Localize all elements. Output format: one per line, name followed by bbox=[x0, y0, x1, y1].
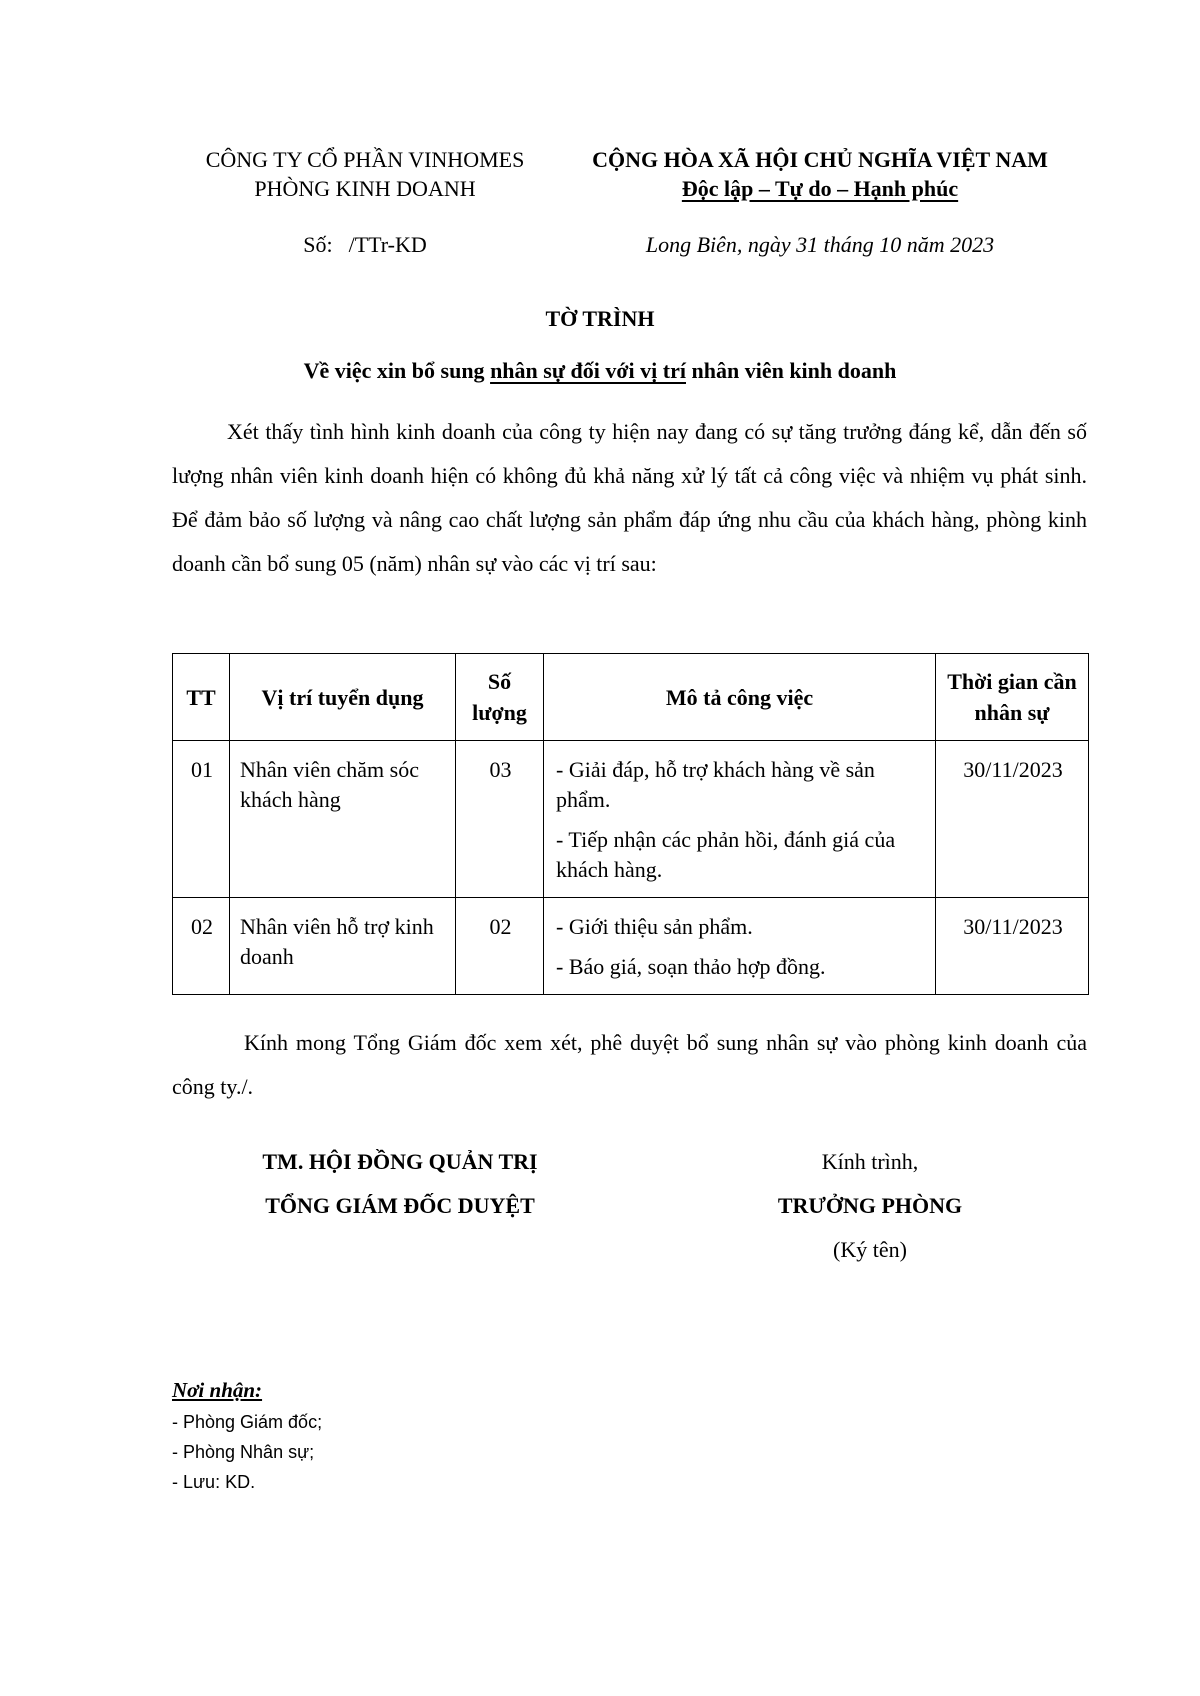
national-header bbox=[560, 145, 1080, 203]
cell-quantity: 02 bbox=[456, 898, 544, 995]
cell-quantity: 03 bbox=[456, 741, 544, 898]
recipient-item: - Phòng Giám đốc; bbox=[172, 1412, 323, 1432]
recipients-block bbox=[172, 1373, 672, 1497]
company-header bbox=[180, 145, 550, 203]
cell-description bbox=[544, 741, 936, 898]
table-header-row bbox=[173, 654, 1089, 741]
subject-suffix: nhân viên kinh doanh bbox=[686, 358, 897, 383]
document-number-label: Số: bbox=[303, 232, 333, 257]
company-name: CÔNG TY CỔ PHẦN VINHOMES bbox=[205, 147, 525, 172]
sign-note: (Ký tên) bbox=[833, 1237, 907, 1262]
document-number bbox=[180, 232, 550, 258]
respectfully-text: Kính trình, bbox=[821, 1149, 919, 1174]
board-title: TM. HỘI ĐỒNG QUẢN TRỊ bbox=[262, 1149, 538, 1174]
intro-paragraph: Xét thấy tình hình kinh doanh của công ty hiện nay đang có sự tăng trưởng đáng kể, dẫn đến số lượng nhân viên kinh doanh hiện có không đủ khả năng xử lý tất cả công việc và nhiệm vụ phát sinh. Để đảm bảo số lượng và nâng cao chất lượng sản phẩm đáp ứng nhu cầu của khách hàng, phòng kinh doanh cần bổ sung 05 (năm) nhân sự vào các vị trí sau: bbox=[172, 419, 1087, 576]
header-position: Vị trí tuyển dụng bbox=[230, 654, 456, 741]
table-row bbox=[173, 898, 1089, 995]
cell-position: Nhân viên hỗ trợ kinh doanh bbox=[230, 898, 456, 995]
cell-deadline: 30/11/2023 bbox=[936, 741, 1089, 898]
document-title: TỜ TRÌNH bbox=[545, 306, 655, 331]
header-description: Mô tả công việc bbox=[544, 654, 936, 741]
cell-tt: 01 bbox=[173, 741, 230, 898]
head-of-department: TRƯỞNG PHÒNG bbox=[777, 1193, 963, 1218]
closing-paragraph: Kính mong Tổng Giám đốc xem xét, phê duyệt bổ sung nhân sự vào phòng kinh doanh của công ty./. bbox=[172, 1030, 1087, 1099]
cell-deadline: 30/11/2023 bbox=[936, 898, 1089, 995]
department-name: PHÒNG KINH DOANH bbox=[254, 176, 476, 201]
director-title: TỔNG GIÁM ĐỐC DUYỆT bbox=[265, 1193, 535, 1218]
subject-prefix: Về việc xin bổ sung bbox=[303, 358, 491, 383]
national-title: CỘNG HÒA XÃ HỘI CHỦ NGHĨA VIỆT NAM bbox=[592, 147, 1048, 172]
recipients-title: Nơi nhận: bbox=[172, 1378, 263, 1402]
national-motto: Độc lập – Tự do – Hạnh phúc bbox=[681, 176, 959, 201]
cell-position: Nhân viên chăm sóc khách hàng bbox=[230, 741, 456, 898]
table-row bbox=[173, 741, 1089, 898]
document-subject bbox=[0, 358, 1200, 384]
header-tt: TT bbox=[173, 654, 230, 741]
submitter-signature-block bbox=[720, 1140, 1020, 1272]
approval-signature-block bbox=[200, 1140, 600, 1228]
description-item: - Tiếp nhận các phản hồi, đánh giá của khách hàng. bbox=[556, 827, 896, 882]
header-quantity: Số lượng bbox=[456, 654, 544, 741]
recruitment-table bbox=[172, 653, 1089, 995]
cell-tt: 02 bbox=[173, 898, 230, 995]
document-number-value: /TTr-KD bbox=[348, 232, 427, 257]
recipient-item: - Phòng Nhân sự; bbox=[172, 1442, 315, 1462]
header-deadline: Thời gian cần nhân sự bbox=[936, 654, 1089, 741]
subject-underlined: nhân sự đối với vị trí bbox=[490, 358, 686, 383]
description-item: - Giải đáp, hỗ trợ khách hàng về sản phẩm. bbox=[556, 757, 875, 812]
description-item: - Giới thiệu sản phẩm. bbox=[556, 914, 753, 939]
description-item: - Báo giá, soạn thảo hợp đồng. bbox=[556, 954, 826, 979]
recipient-item: - Lưu: KD. bbox=[172, 1472, 256, 1492]
cell-description bbox=[544, 898, 936, 995]
place-date: Long Biên, ngày 31 tháng 10 năm 2023 bbox=[645, 232, 995, 257]
